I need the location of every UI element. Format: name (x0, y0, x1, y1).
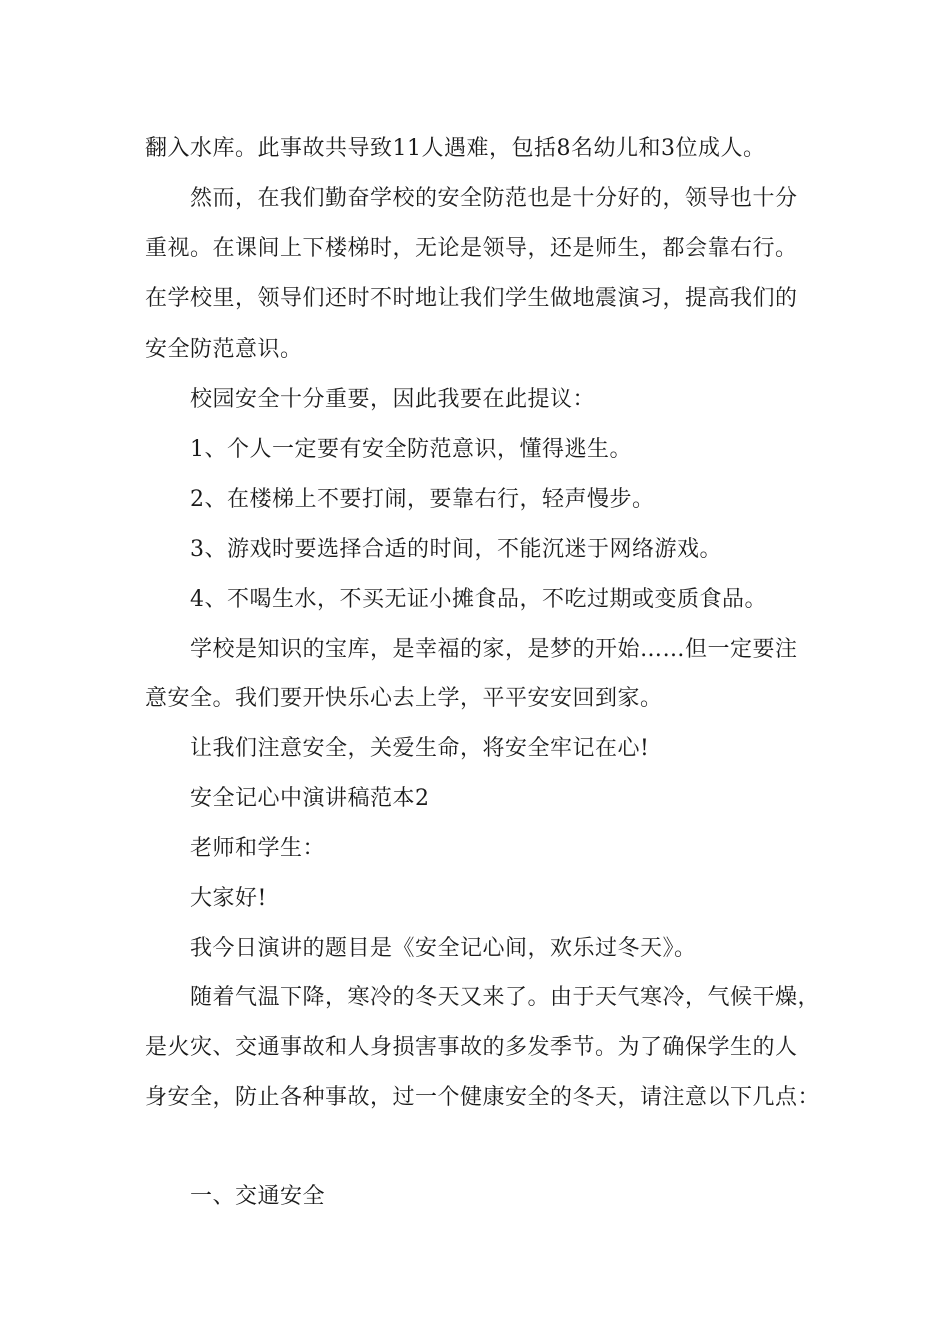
paragraph-line: 重视。在课间上下楼梯时，无论是领导，还是师生，都会靠右行。 (145, 236, 798, 261)
paragraph-line: 随着气温下降，寒冷的冬天又来了。由于天气寒冷，气候干燥， (190, 985, 821, 1010)
list-item: 4、不喝生水，不买无证小摊食品，不吃过期或变质食品。 (190, 587, 767, 612)
paragraph-line: 然而，在我们勤奋学校的安全防范也是十分好的，领导也十分 (190, 186, 798, 211)
paragraph-line: 让我们注意安全，关爱生命，将安全牢记在心! (190, 736, 650, 761)
paragraph-line: 在学校里，领导们还时不时地让我们学生做地震演习，提高我们的 (145, 286, 798, 311)
section-heading: 一、交通安全 (190, 1184, 326, 1209)
paragraph-line: 校园安全十分重要，因此我要在此提议： (190, 387, 596, 412)
paragraph-line: 身安全，防止各种事故，过一个健康安全的冬天，请注意以下几点： (145, 1085, 821, 1110)
paragraph-line: 是火灾、交通事故和人身损害事故的多发季节。为了确保学生的人 (145, 1035, 798, 1060)
paragraph-line: 安全防范意识。 (145, 337, 303, 362)
section-title: 安全记心中演讲稿范本2 (190, 786, 430, 811)
paragraph-line: 我今日演讲的题目是《安全记心间，欢乐过冬天》。 (190, 936, 697, 961)
list-item: 1、个人一定要有安全防范意识，懂得逃生。 (190, 437, 632, 462)
paragraph-line: 学校是知识的宝库，是幸福的家，是梦的开始……但一定要注 (190, 637, 798, 662)
greeting: 大家好! (190, 886, 267, 911)
list-item: 3、游戏时要选择合适的时间，不能沉迷于网络游戏。 (190, 537, 722, 562)
list-item: 2、在楼梯上不要打闹，要靠右行，轻声慢步。 (190, 487, 655, 512)
paragraph-line: 翻入水库。此事故共导致11人遇难，包括8名幼儿和3位成人。 (145, 136, 766, 161)
paragraph-line: 意安全。我们要开快乐心去上学，平平安安回到家。 (145, 686, 663, 711)
salutation: 老师和学生： (190, 836, 326, 861)
